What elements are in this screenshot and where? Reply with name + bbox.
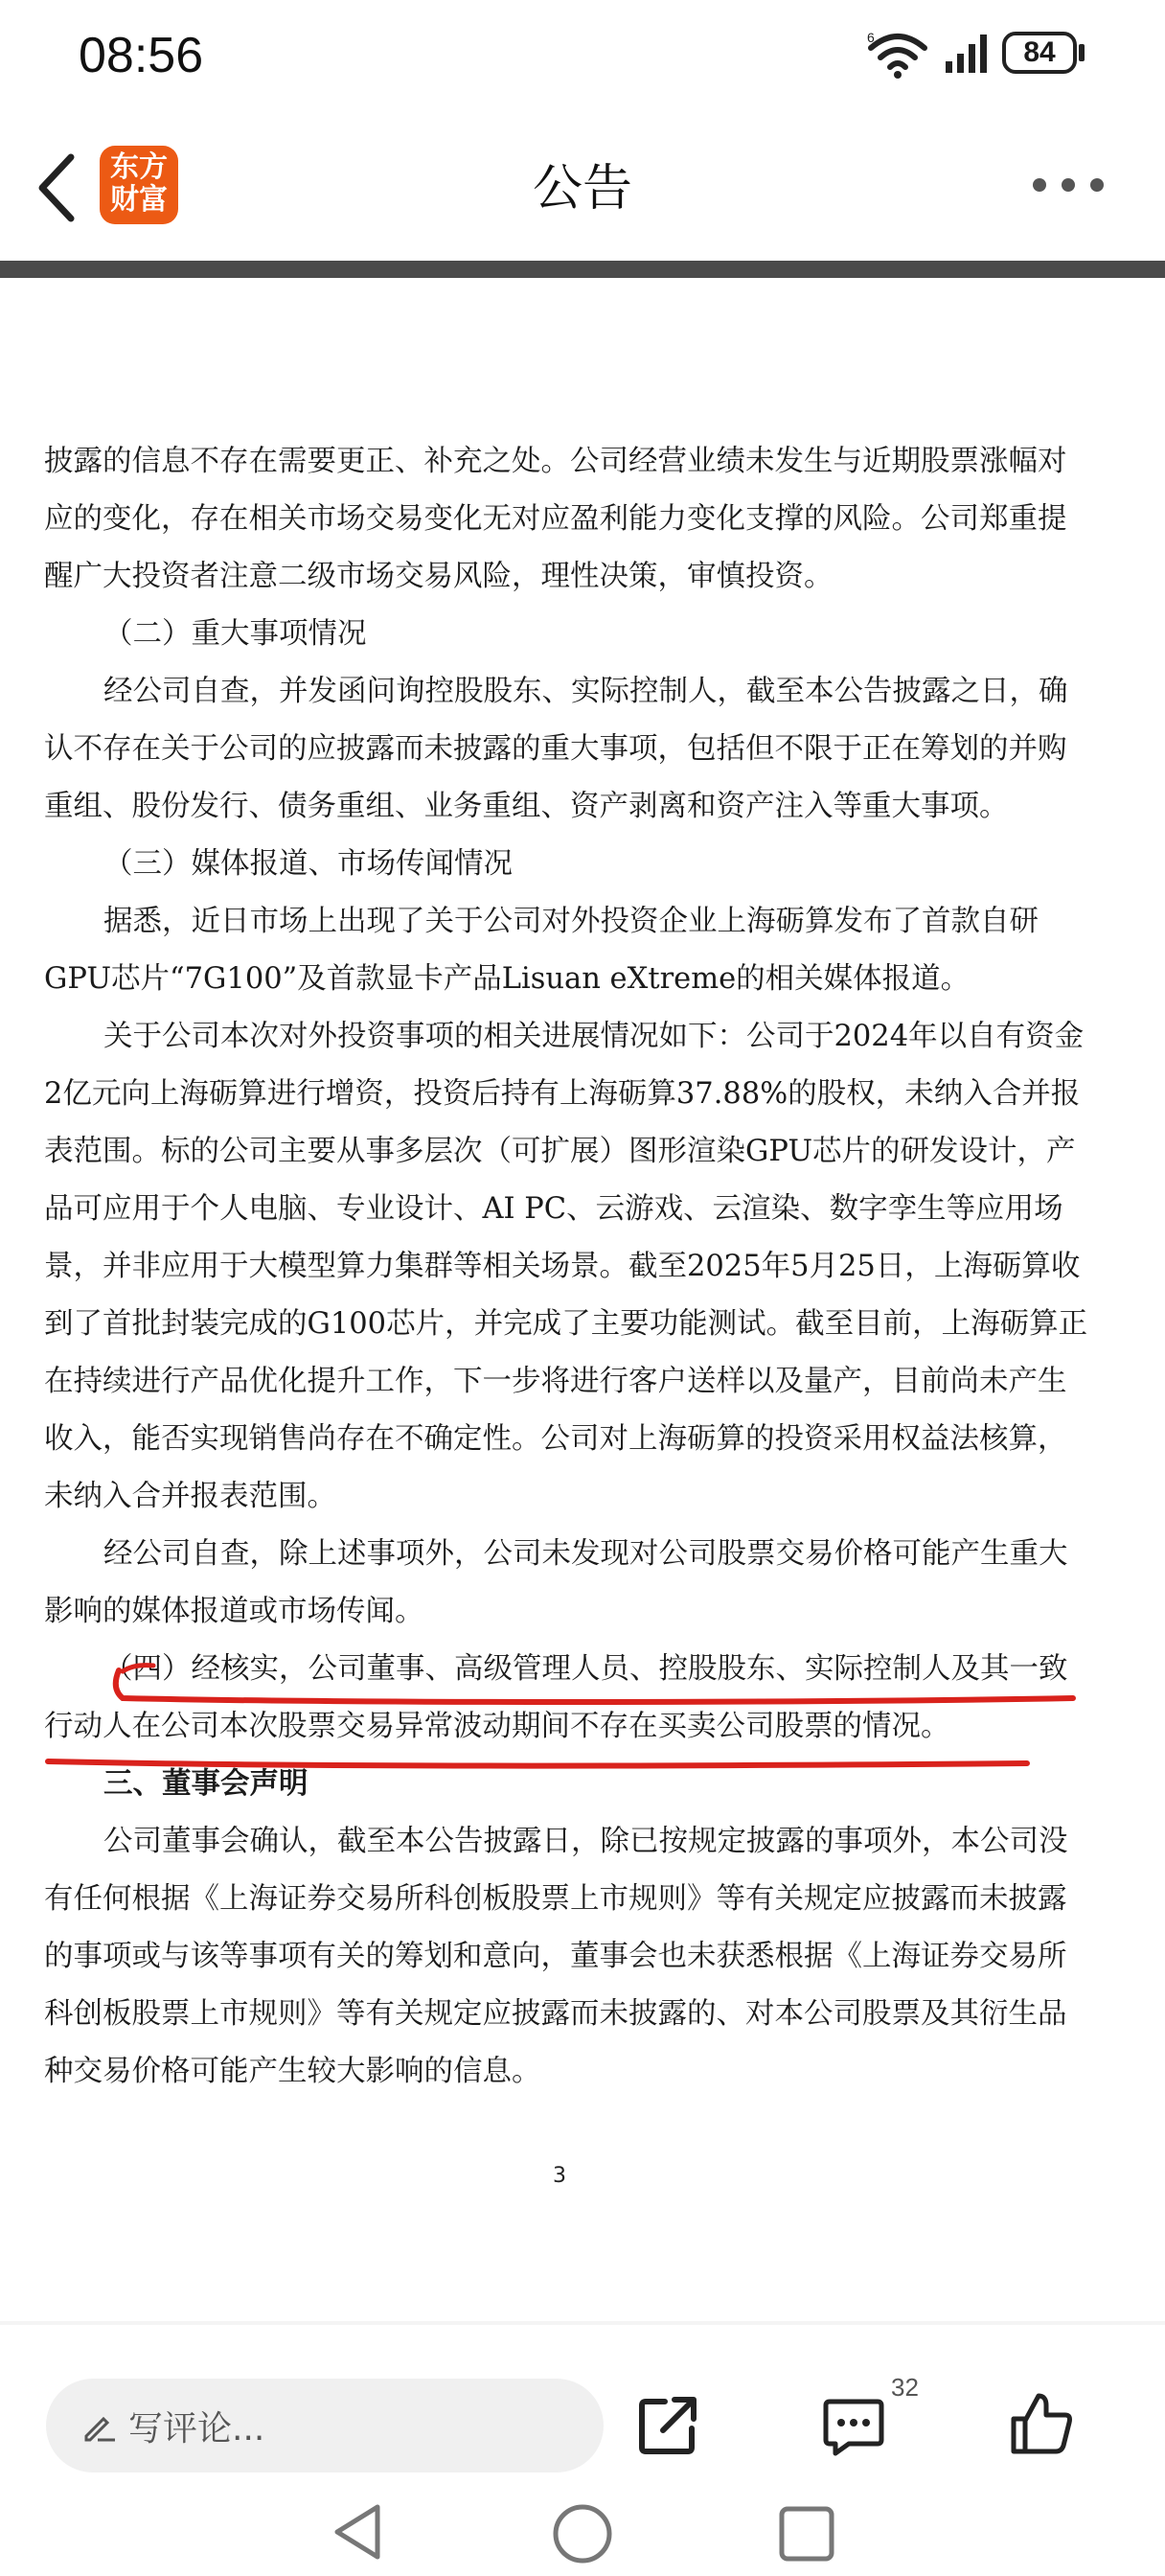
logo-line2: 财富 — [110, 183, 168, 217]
doc-line: 据悉，近日市场上出现了关于公司对外投资企业上海砺算发布了首款自研 — [103, 905, 1039, 938]
highlighted-line: 行动人在公司本次股票交易异常波动期间不存在买卖公司股票的情况。 — [44, 1710, 950, 1743]
doc-line: 影响的媒体报道或市场传闻。 — [44, 1595, 424, 1628]
nav-home-icon[interactable] — [552, 2503, 613, 2564]
page-number: 3 — [553, 2164, 566, 2188]
doc-line: 经公司自查，并发函问询控股股东、实际控制人，截至本公告披露之日，确 — [103, 675, 1068, 708]
doc-line: 景，并非应用于大模型算力集群等相关场景。截至2025年5月25日，上海砺算收 — [44, 1250, 1081, 1283]
doc-line: 经公司自查，除上述事项外，公司未发现对公司股票交易价格可能产生重大 — [103, 1537, 1068, 1571]
logo-line1: 东方 — [110, 150, 168, 184]
nav-back-icon[interactable] — [330, 2501, 387, 2563]
comment-count-badge: 32 — [891, 2373, 919, 2402]
highlighted-line: （四）经核实，公司董事、高级管理人员、控股股东、实际控制人及其一致 — [103, 1652, 1068, 1686]
doc-line: 2亿元向上海砺算进行增资，投资后持有上海砺算37.88%的股权，未纳入合并报 — [44, 1077, 1081, 1111]
doc-line: 品可应用于个人电脑、专业设计、AI PC、云游戏、云渲染、数字孪生等应用场 — [44, 1192, 1063, 1226]
doc-line: 关于公司本次对外投资事项的相关进展情况如下：公司于2024年以自有资金 — [103, 1020, 1085, 1053]
doc-line: 种交易价格可能产生较大影响的信息。 — [44, 2055, 541, 2088]
page-title: 公告 — [532, 160, 632, 218]
doc-line: 醒广大投资者注意二级市场交易风险，理性决策，审慎投资。 — [44, 560, 834, 593]
doc-line: 披露的信息不存在需要更正、补充之处。公司经营业绩未发生与近期股票涨幅对 — [44, 445, 1067, 478]
share-icon[interactable] — [636, 2394, 699, 2457]
doc-line: GPU芯片“7G100”及首款显卡产品Lisuan eXtreme的相关媒体报道。 — [44, 962, 971, 996]
doc-line: 收入，能否实现销售尚存在不确定性。公司对上海砺算的投资采用权益法核算， — [44, 1422, 1067, 1456]
doc-line: 科创板股票上市规则》等有关规定应披露而未披露的、对本公司股票及其衍生品 — [44, 1997, 1067, 2031]
section-heading: 三、董事会声明 — [103, 1767, 308, 1801]
doc-line: 公司董事会确认，截至本公告披露日，除已按规定披露的事项外，本公司没 — [103, 1825, 1068, 1858]
status-time: 08:56 — [79, 28, 204, 83]
system-navigation-bar — [0, 2492, 1165, 2576]
thumbs-up-icon[interactable] — [1008, 2390, 1075, 2457]
battery-icon: 84 — [1002, 32, 1077, 74]
doc-line: 有任何根据《上海证券交易所科创板股票上市规则》等有关规定应披露而未披露 — [44, 1882, 1067, 1916]
pen-icon — [82, 2411, 117, 2442]
doc-line: 表范围。标的公司主要从事多层次（可扩展）图形渲染GPU芯片的研发设计，产 — [44, 1135, 1076, 1168]
doc-line: 在持续进行产品优化提升工作，下一步将进行客户送样以及量产，目前尚未产生 — [44, 1365, 1067, 1398]
svg-text:6: 6 — [867, 31, 875, 45]
comment-placeholder: 写评论... — [128, 2409, 265, 2449]
comment-icon[interactable] — [822, 2396, 885, 2457]
comment-input[interactable] — [46, 2379, 604, 2472]
doc-line: 到了首批封装完成的G100芯片，并完成了主要功能测试。截至目前，上海砺算正 — [44, 1307, 1088, 1341]
doc-line: 重组、股份发行、债务重组、业务重组、资产剥离和资产注入等重大事项。 — [44, 790, 1009, 823]
nav-recents-icon[interactable] — [778, 2505, 835, 2563]
doc-line: 未纳入合并报表范围。 — [44, 1480, 336, 1513]
section-heading: （三）媒体报道、市场传闻情况 — [103, 847, 513, 881]
doc-line: 的事项或与该等事项有关的筹划和意向，董事会也未获悉根据《上海证券交易所 — [44, 1940, 1067, 1973]
section-heading: （二）重大事项情况 — [103, 617, 367, 651]
doc-line: 认不存在关于公司的应披露而未披露的重大事项，包括但不限于正在筹划的并购 — [44, 732, 1067, 766]
doc-line: 应的变化，存在相关市场交易变化无对应盈利能力变化支撑的风险。公司郑重提 — [44, 502, 1067, 536]
